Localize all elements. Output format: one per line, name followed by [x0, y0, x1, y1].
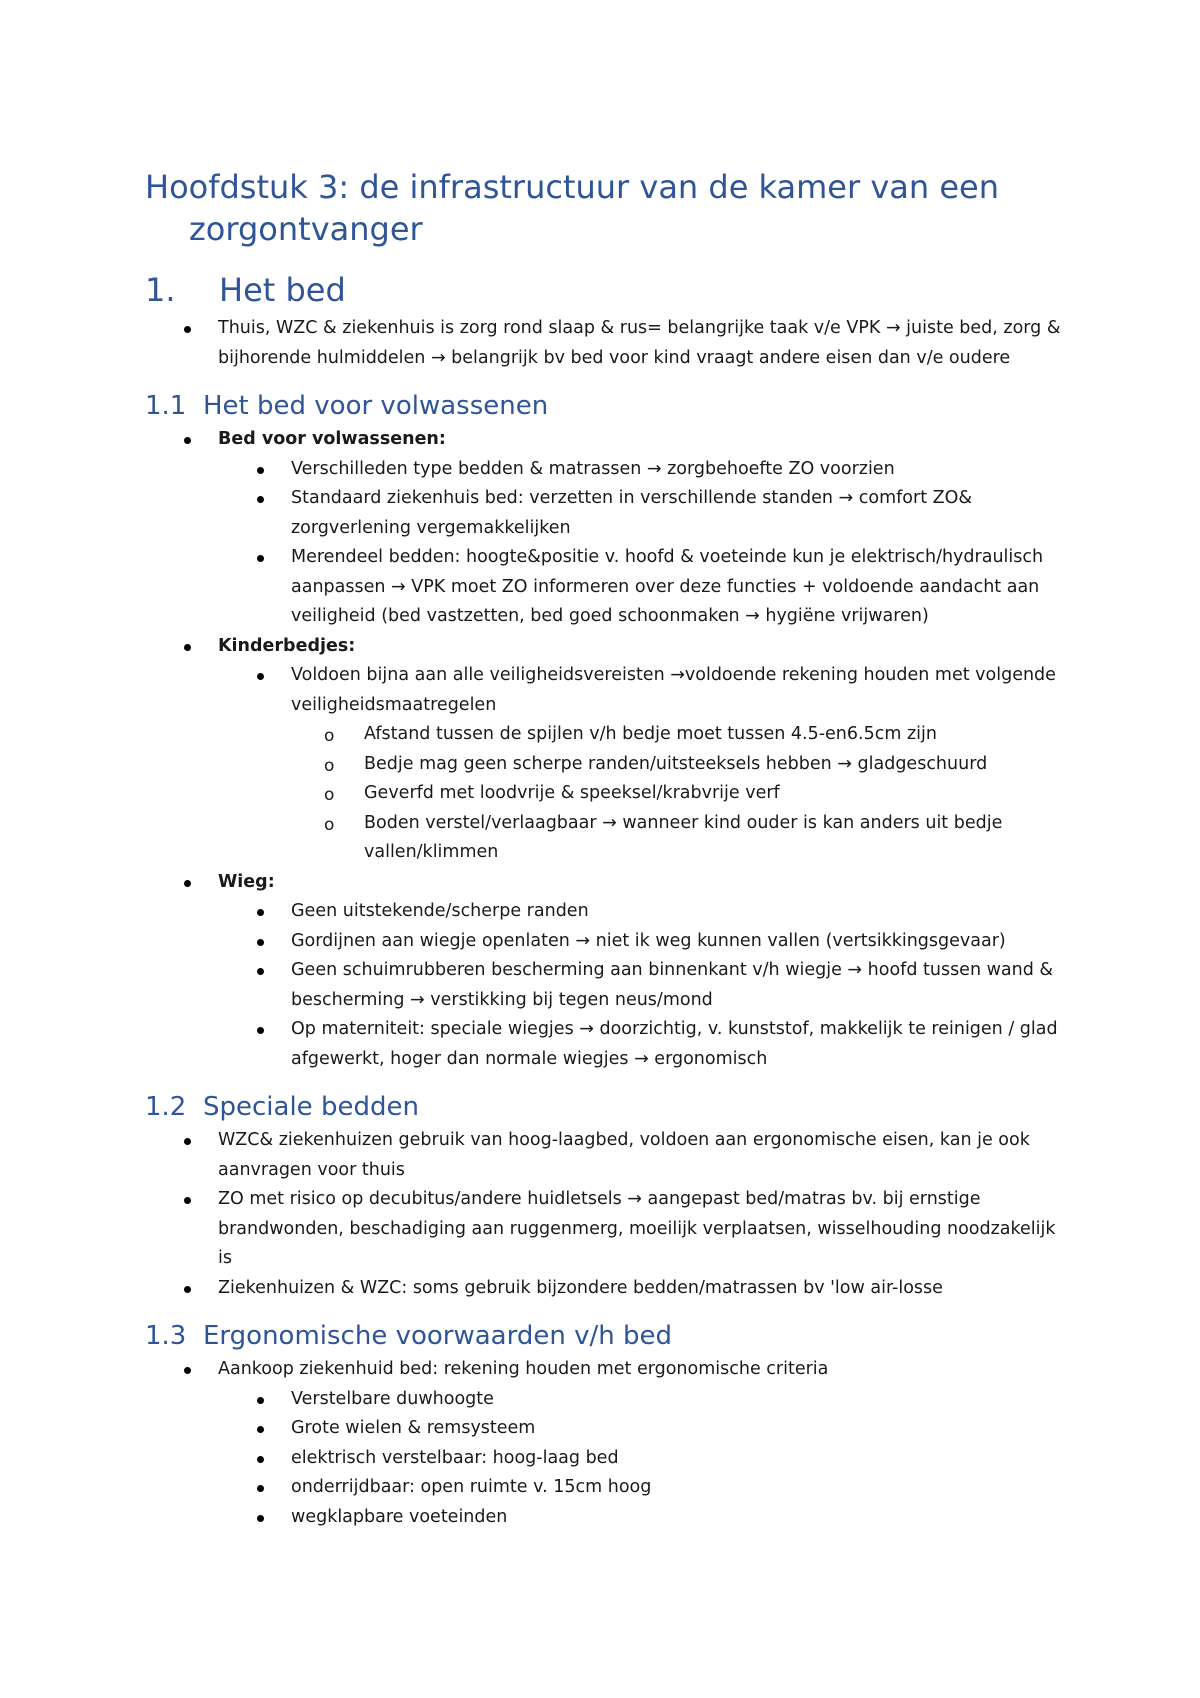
- section-1-3-title: Ergonomische voorwaarden v/h bed: [203, 1321, 672, 1351]
- list-item: Aankoop ziekenhuid bed: rekening houden met ergonomische criteria Verstelbare duwhoogte Grote wielen & remsysteem elektrisch verstelbaar: hoog-laag bed onderrijdbaar: open ruimte v. 15cm hoog wegklapbare voeteinden: [145, 1355, 1075, 1532]
- bullet-icon: [257, 909, 264, 916]
- bullet-icon: [184, 880, 191, 887]
- list-item: Grote wielen & remsysteem: [218, 1414, 1075, 1444]
- bullet-icon: [184, 1286, 191, 1293]
- section-1-1-title: Het bed voor volwassenen: [203, 391, 549, 421]
- list-item: Merendeel bedden: hoogte&positie v. hoofd & voeteinde kun je elektrisch/hydraulisch aanpassen → VPK moet ZO informeren over deze functies + voldoende aandacht aan veiligheid (bed vastzetten, bed goed schoonmaken → hygiëne vrijwaren): [218, 543, 1075, 632]
- bullet-icon: [184, 1197, 191, 1204]
- bullet-icon: [257, 1485, 264, 1492]
- list-item: Op materniteit: speciale wiegjes → doorzichtig, v. kunststof, makkelijk te reinigen / glad afgewerkt, hoger dan normale wiegjes → ergonomisch: [218, 1015, 1075, 1074]
- bullet-icon: [257, 1515, 264, 1522]
- list-item: o Geverfd met loodvrije & speeksel/krabvrije verf: [324, 783, 780, 805]
- list-item: Verstelbare duwhoogte: [218, 1385, 1075, 1415]
- bullet-icon: [257, 1426, 264, 1433]
- list-item-adult-bed: Bed voor volwassenen: Verschilleden type bedden & matrassen → zorgbehoefte ZO voorzien Standaard ziekenhuis bed: verzetten in verschillende standen → comfort ZO& zorgverlening vergemakkelijken Merendeel bedden: hoogte&positie v. hoofd & voeteinde kun je elektrisch/hydraulisch aanpassen → VPK moet ZO informeren over deze functies + voldoende aandacht aan veiligheid (bed vastzetten, bed goed schoonmaken → hygiëne vrijwaren): [145, 425, 1075, 632]
- list-item-cradle: Wieg: Geen uitstekende/scherpe randen Gordijnen aan wiegje openlaten → niet ik weg kunnen vallen (vertsikkingsgevaar) Geen schuimrubberen bescherming aan binnenkant v/h wiegje → hoofd tussen wand & bescherming → verstikking bij tegen neus/mond Op materniteit: speciale wiegjes → doorzichtig, v. kunststof, makkelijk te reinigen / glad afgewerkt, hoger dan normale wiegjes → ergonomisch: [145, 868, 1075, 1075]
- section-1-2-heading: [145, 1090, 1075, 1124]
- bullet-icon: [257, 968, 264, 975]
- bullet-icon: [257, 467, 264, 474]
- list-item: onderrijdbaar: open ruimte v. 15cm hoog: [218, 1473, 1075, 1503]
- list-item: elektrisch verstelbaar: hoog-laag bed: [218, 1444, 1075, 1474]
- list-item: Geen uitstekende/scherpe randen: [218, 897, 1075, 927]
- bullet-icon: [257, 555, 264, 562]
- bullet-icon: [257, 1397, 264, 1404]
- bullet-icon: [257, 673, 264, 680]
- circle-bullet-icon: o: [324, 755, 335, 776]
- bullet-icon: [257, 939, 264, 946]
- adult-bed-sublist: [218, 455, 1075, 632]
- section-1-1-list: [145, 425, 1075, 1074]
- list-item: WZC& ziekenhuizen gebruik van hoog-laagbed, voldoen aan ergonomische eisen, kan je ook aanvragen voor thuis: [145, 1126, 1075, 1185]
- section-1-number: 1.: [145, 271, 176, 309]
- section-1-1-heading: [145, 389, 1075, 423]
- bullet-icon: [184, 437, 191, 444]
- section-1-2-number: 1.2: [145, 1092, 187, 1122]
- bullet-icon: [184, 644, 191, 651]
- circle-bullet-icon: o: [324, 726, 335, 746]
- circle-bullet-icon: o: [324, 785, 335, 805]
- bullet-icon: [257, 496, 264, 503]
- list-item: Standaard ziekenhuis bed: verzetten in verschillende standen → comfort ZO& zorgverlening vergemakkelijken: [218, 484, 1075, 543]
- list-item: Verschilleden type bedden & matrassen → zorgbehoefte ZO voorzien: [218, 455, 1075, 485]
- list-item: Voldoen bijna aan alle veiligheidsvereisten →voldoende rekening houden met volgende veiligheidsmaatregelen o Afstand tussen de spijlen v/h bedje moet tussen 4.5-en6.5cm zijn o Bedje mag geen scherpe randen/uitsteeksels hebben → gladgeschuurd o Geverfd met loodvrije & speeksel/krabvrije verf o Boden verstel/verlaagbaar → wanneer kind ouder is kan anders uit bedje vallen/klimmen: [218, 661, 1075, 868]
- section-1-heading: [145, 270, 1075, 310]
- bullet-icon: [184, 1138, 191, 1145]
- section-1-2-title: Speciale bedden: [203, 1092, 419, 1122]
- bullet-icon: [257, 1456, 264, 1463]
- section-1-title: Het bed: [219, 271, 346, 309]
- cradle-sublist: [218, 897, 1075, 1074]
- list-item: o Bedje mag geen scherpe randen/uitsteeksels hebben → gladgeschuurd: [324, 753, 988, 776]
- child-beds-measures-list: [291, 720, 1075, 868]
- list-item: Ziekenhuizen & WZC: soms gebruik bijzondere bedden/matrassen bv 'low air-losse: [145, 1274, 1075, 1304]
- section-1-list: [145, 314, 1075, 373]
- list-item: o Afstand tussen de spijlen v/h bedje moet tussen 4.5-en6.5cm zijn: [324, 724, 937, 746]
- document-content: [145, 166, 1075, 1532]
- circle-bullet-icon: o: [324, 814, 335, 835]
- list-item: wegklapbare voeteinden: [218, 1503, 1075, 1533]
- list-item: Geen schuimrubberen bescherming aan binnenkant v/h wiegje → hoofd tussen wand & bescherming → verstikking bij tegen neus/mond: [218, 956, 1075, 1015]
- bullet-icon: [184, 1367, 191, 1374]
- bullet-icon: [184, 326, 191, 333]
- bullet-icon: [257, 1027, 264, 1034]
- section-1-3-heading: [145, 1319, 1075, 1353]
- child-beds-sublist: [218, 661, 1075, 868]
- section-1-2-list: [145, 1126, 1075, 1303]
- section-1-3-number: 1.3: [145, 1321, 187, 1351]
- chapter-title: Hoofdstuk 3: de infrastructuur van de kamer van een zorgontvanger: [145, 168, 999, 248]
- list-item: o Boden verstel/verlaagbaar → wanneer kind ouder is kan anders uit bedje vallen/klimmen: [324, 812, 1003, 862]
- list-item: Gordijnen aan wiegje openlaten → niet ik weg kunnen vallen (vertsikkingsgevaar): [218, 927, 1075, 957]
- list-item: ZO met risico op decubitus/andere huidletsels → aangepast bed/matras bv. bij ernstige brandwonden, beschadiging aan ruggenmerg, moeilijk verplaatsen, wisselhouding noodzakelijk is: [145, 1185, 1075, 1274]
- ergonomic-criteria-list: [218, 1385, 1075, 1533]
- list-item-child-beds: Kinderbedjes: Voldoen bijna aan alle veiligheidsvereisten →voldoende rekening houden met volgende veiligheidsmaatregelen o Afstand tussen de spijlen v/h bedje moet tussen 4.5-en6.5cm zijn o Bedje mag geen scherpe randen/uitsteeksels hebben → gladgeschuurd o Geverfd met loodvrije & speeksel/krabvrije verf o Boden verstel/verlaagbaar → wanneer kind ouder is kan anders uit bedje vallen/klimmen: [145, 632, 1075, 868]
- section-1-1-number: 1.1: [145, 391, 187, 421]
- list-item: Thuis, WZC & ziekenhuis is zorg rond slaap & rus= belangrijke taak v/e VPK → juiste bed, zorg & bijhorende hulmiddelen → belangrijk bv bed voor kind vraagt andere eisen dan v/e oudere: [145, 314, 1075, 373]
- section-1-3-list: [145, 1355, 1075, 1532]
